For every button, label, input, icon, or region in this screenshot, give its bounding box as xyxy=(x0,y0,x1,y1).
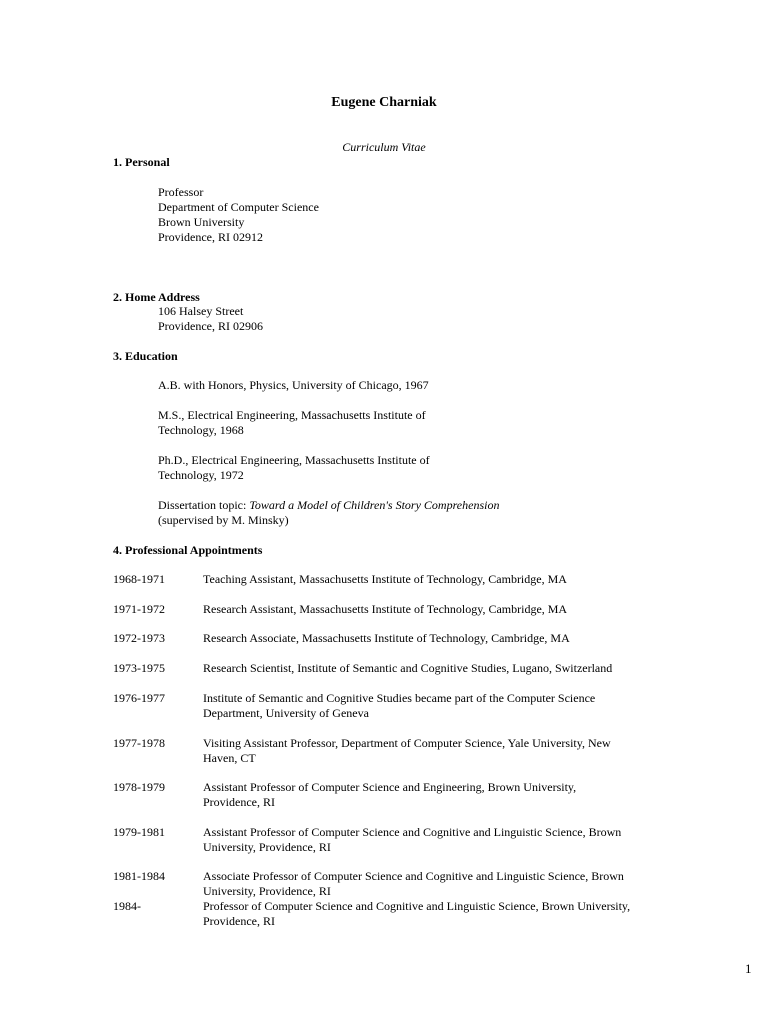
appointment-line: Associate Professor of Computer Science and Cognitive and Linguistic Science, Brown xyxy=(203,869,624,883)
appointment-line: Professor of Computer Science and Cognitive and Linguistic Science, Brown University, xyxy=(203,899,631,913)
education-line: Technology, 1972 xyxy=(158,468,244,482)
appointment-line: University, Providence, RI xyxy=(203,840,331,854)
appointment-line: Assistant Professor of Computer Science and Engineering, Brown University, xyxy=(203,780,577,794)
education-line: Technology, 1968 xyxy=(158,423,244,437)
appointment-description xyxy=(203,602,567,617)
appointment-line: Haven, CT xyxy=(203,751,256,765)
section-heading-home-address: 2. Home Address xyxy=(113,290,200,304)
appointment-years: 1979-1981 xyxy=(113,825,165,839)
appointment-description xyxy=(203,899,630,929)
personal-line: Professor xyxy=(158,185,204,199)
appointment-years: 1984- xyxy=(113,899,141,913)
dissertation-block xyxy=(158,498,499,528)
personal-line: Department of Computer Science xyxy=(158,200,319,214)
appointment-description xyxy=(203,825,621,855)
section-heading-personal: 1. Personal xyxy=(113,155,170,169)
education-entry xyxy=(158,453,430,483)
education-line: Ph.D., Electrical Engineering, Massachusetts Institute of xyxy=(158,453,430,467)
appointment-description xyxy=(203,572,567,587)
education-line: M.S., Electrical Engineering, Massachusetts Institute of xyxy=(158,408,426,422)
education-line: A.B. with Honors, Physics, University of Chicago, 1967 xyxy=(158,378,429,392)
dissertation-label: Dissertation topic: xyxy=(158,498,250,512)
document-title: Eugene Charniak xyxy=(331,95,437,110)
personal-line: Brown University xyxy=(158,215,245,229)
appointment-years: 1981-1984 xyxy=(113,869,165,883)
dissertation-supervisor: (supervised by M. Minsky) xyxy=(158,513,289,527)
dissertation-line xyxy=(158,498,499,513)
appointment-years: 1978-1979 xyxy=(113,780,165,794)
section-heading-appointments: 4. Professional Appointments xyxy=(113,543,263,557)
address-line: Providence, RI 02906 xyxy=(158,319,263,333)
appointment-line: Research Associate, Massachusetts Institute of Technology, Cambridge, MA xyxy=(203,631,570,645)
appointment-description xyxy=(203,661,612,676)
appointment-line: Providence, RI xyxy=(203,795,275,809)
appointment-description xyxy=(203,780,576,810)
dissertation-title: Toward a Model of Children's Story Comprehension xyxy=(249,498,500,512)
appointment-line: Research Assistant, Massachusetts Institute of Technology, Cambridge, MA xyxy=(203,602,568,616)
appointment-line: Providence, RI xyxy=(203,914,275,928)
appointment-description xyxy=(203,631,570,646)
page-number: 1 xyxy=(745,961,752,976)
appointment-line: University, Providence, RI xyxy=(203,884,331,898)
appointment-line: Institute of Semantic and Cognitive Studies became part of the Computer Science xyxy=(203,691,596,705)
home-address-block xyxy=(158,304,263,334)
personal-line: Providence, RI 02912 xyxy=(158,230,263,244)
education-entry xyxy=(158,378,429,393)
appointment-line: Visiting Assistant Professor, Department of Computer Science, Yale University, New xyxy=(203,736,611,750)
appointment-line: Assistant Professor of Computer Science and Cognitive and Linguistic Science, Brown xyxy=(203,825,622,839)
personal-block xyxy=(158,185,319,245)
appointment-line: Research Scientist, Institute of Semantic and Cognitive Studies, Lugano, Switzerland xyxy=(203,661,613,675)
appointment-years: 1972-1973 xyxy=(113,631,165,645)
appointment-line: Department, University of Geneva xyxy=(203,706,369,720)
appointment-years: 1977-1978 xyxy=(113,736,165,750)
appointment-description xyxy=(203,736,611,766)
appointment-description xyxy=(203,869,624,899)
appointment-description xyxy=(203,691,595,721)
appointment-years: 1968-1971 xyxy=(113,572,165,586)
education-entry xyxy=(158,408,426,438)
appointment-years: 1971-1972 xyxy=(113,602,165,616)
appointment-years: 1973-1975 xyxy=(113,661,165,675)
document-subtitle: Curriculum Vitae xyxy=(342,140,426,154)
section-heading-education: 3. Education xyxy=(113,349,178,363)
address-line: 106 Halsey Street xyxy=(158,304,244,318)
appointment-years: 1976-1977 xyxy=(113,691,165,705)
appointment-line: Teaching Assistant, Massachusetts Institute of Technology, Cambridge, MA xyxy=(203,572,567,586)
